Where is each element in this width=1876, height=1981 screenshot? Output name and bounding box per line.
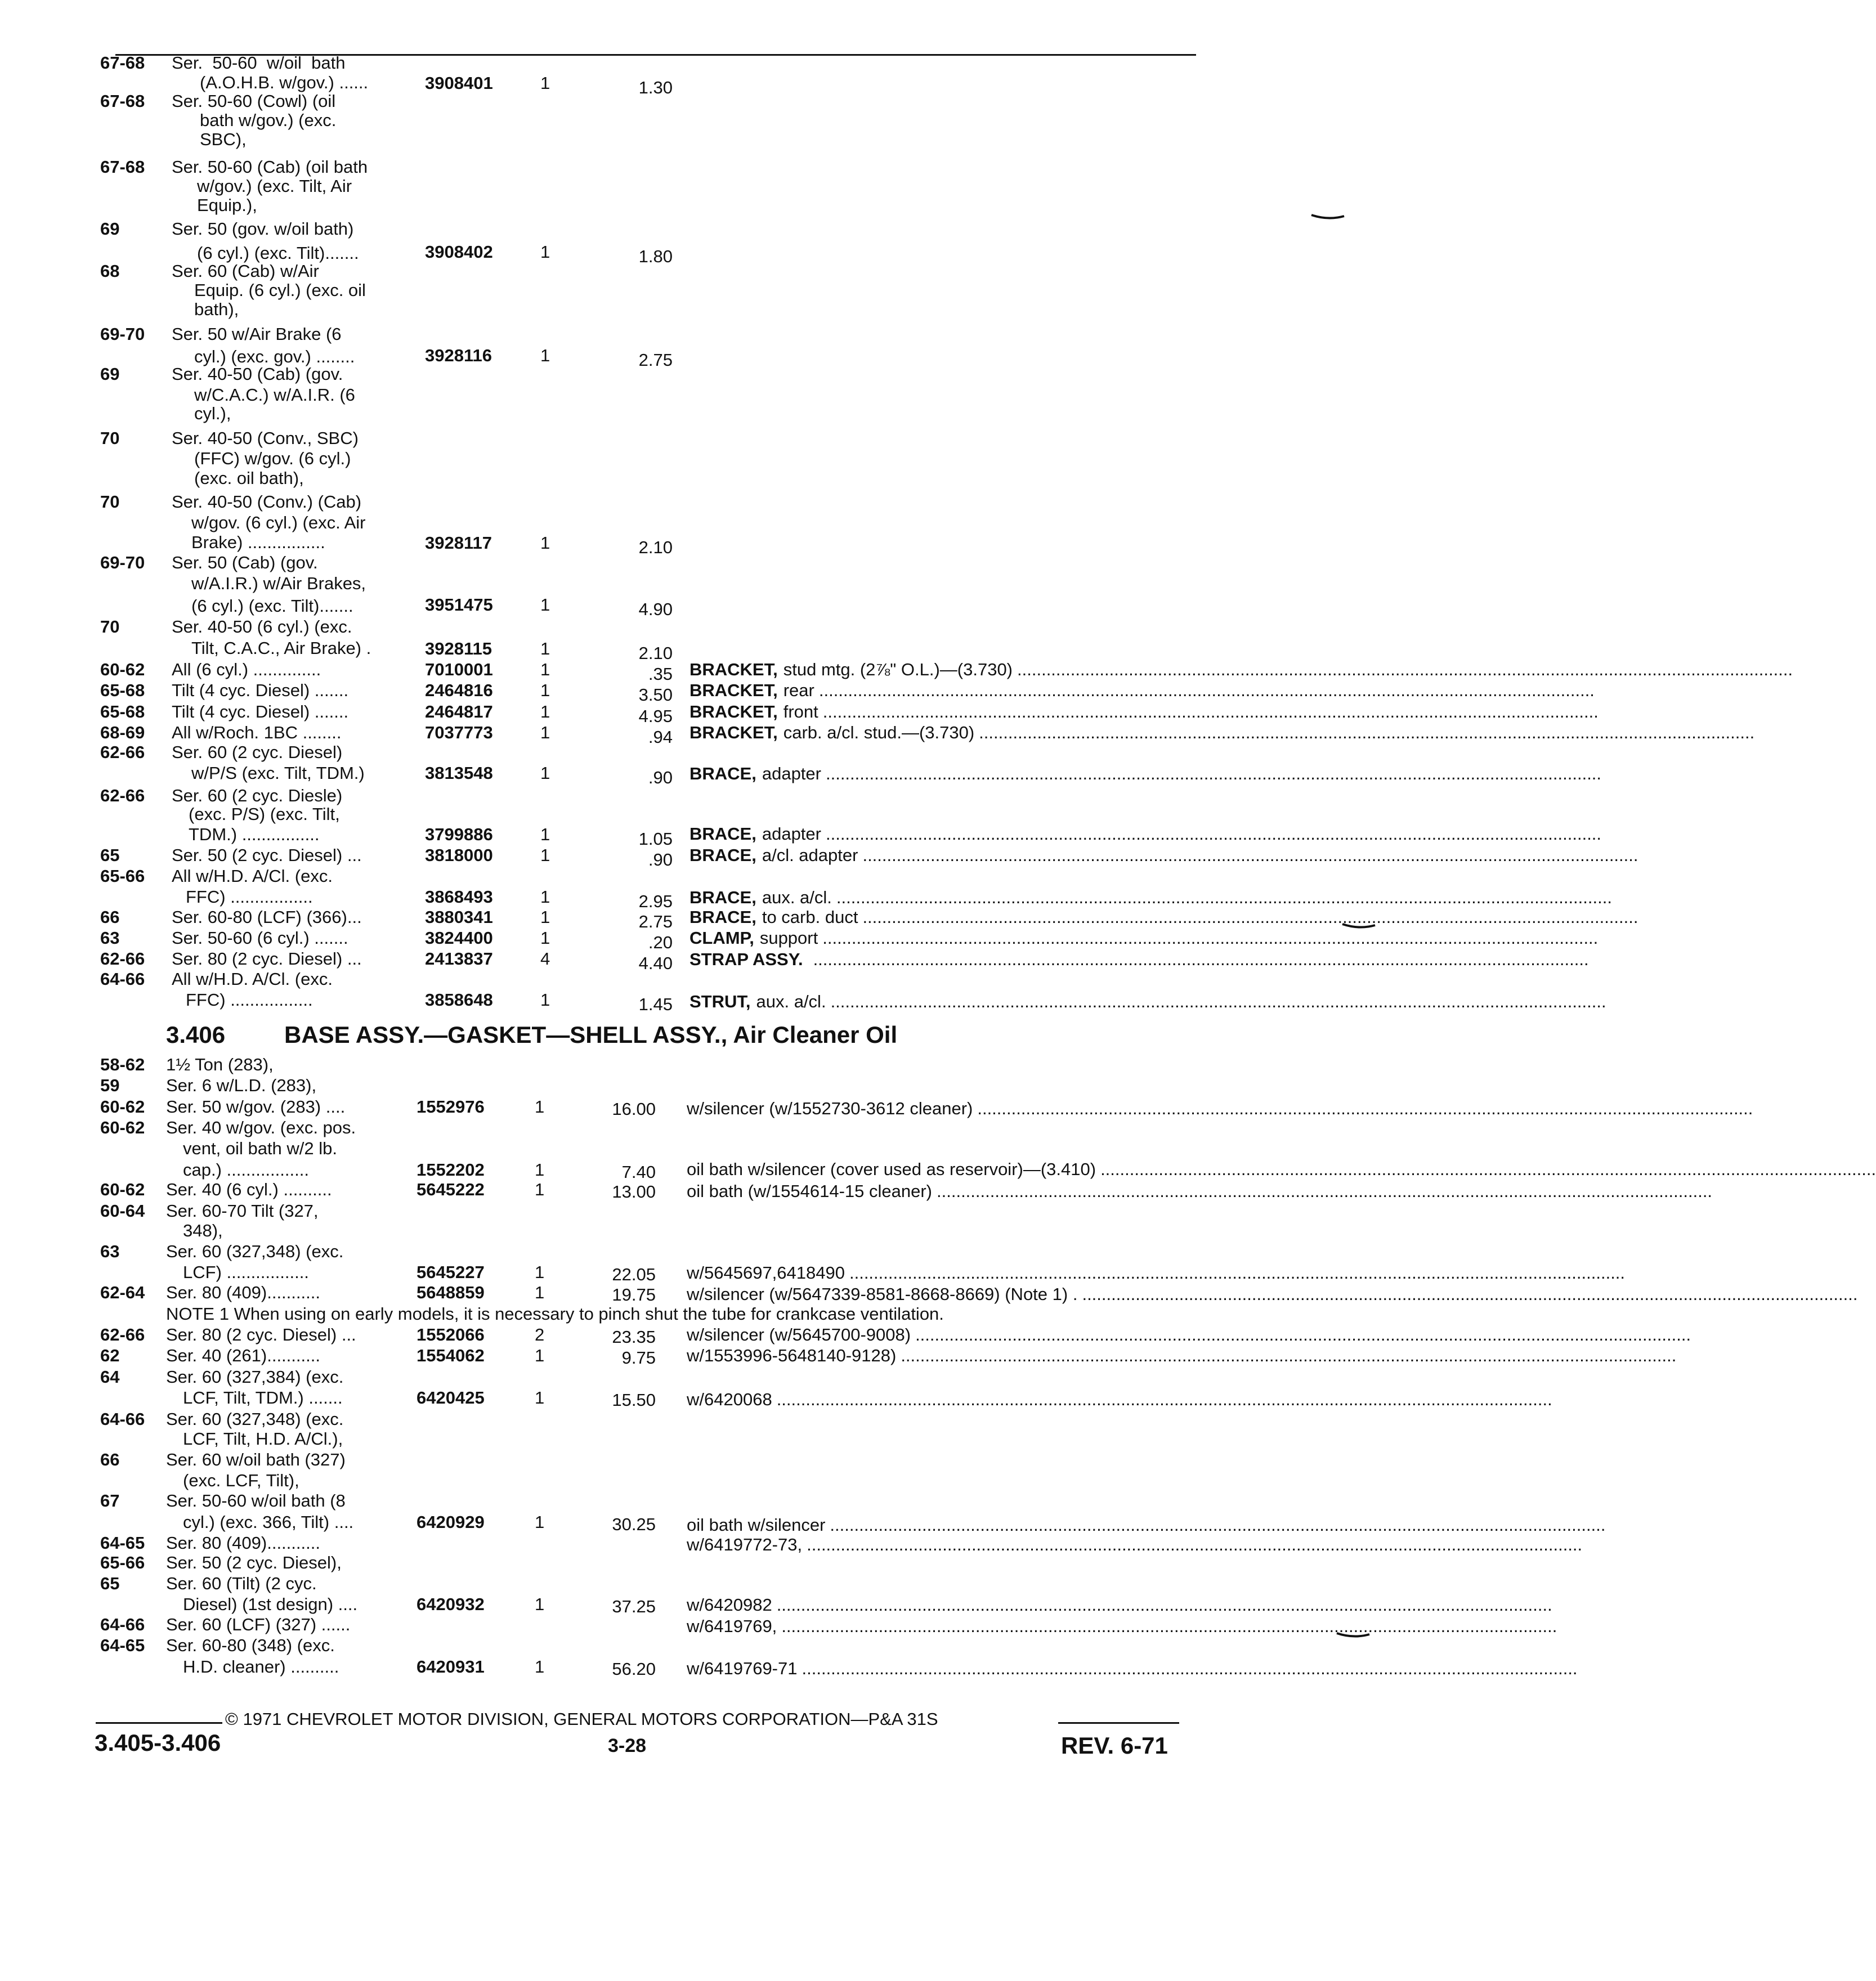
application-description: Ser. 50-60 (6 cyl.) ....... <box>172 928 348 948</box>
application-description: 348), <box>183 1221 223 1240</box>
model-year: 58-62 <box>100 1055 145 1074</box>
part-number: 2464816 <box>425 680 493 700</box>
item-description: w/5645697,6418490 <box>687 1263 845 1283</box>
part-number: 3868493 <box>425 887 493 907</box>
application-description: w/A.I.R.) w/Air Brakes, <box>191 573 366 593</box>
application-description: Ser. 80 (409)........... <box>166 1283 320 1302</box>
part-number: 3928115 <box>425 639 492 658</box>
price: 4.90 <box>638 599 673 619</box>
price: 9.75 <box>621 1348 656 1368</box>
price: 1.30 <box>638 78 673 97</box>
application-description: bath w/gov.) (exc. <box>200 110 337 130</box>
part-number: 2464817 <box>425 702 493 721</box>
application-description: cyl.) (exc. 366, Tilt) .... <box>183 1512 354 1532</box>
leader-dots: ................................................................................................................................................................ <box>825 764 1602 783</box>
application-description: Ser. 60 (2 cyc. Diesle) <box>172 786 343 805</box>
item-name: BRACE, <box>689 845 756 865</box>
part-number: 3858648 <box>425 990 493 1010</box>
part-number: 7010001 <box>425 660 493 679</box>
quantity: 1 <box>540 990 550 1010</box>
model-year: 64-66 <box>100 969 145 989</box>
item-description: rear <box>783 680 814 700</box>
quantity: 1 <box>540 680 550 700</box>
part-number: 3880341 <box>425 907 493 927</box>
price: 1.05 <box>638 829 673 849</box>
model-year: 65-66 <box>100 866 145 886</box>
item-name: STRAP ASSY. <box>689 949 803 969</box>
model-year: 60-62 <box>100 1180 145 1199</box>
application-description: Ser. 50-60 w/oil bath <box>172 53 346 73</box>
model-year: 64-65 <box>100 1533 145 1553</box>
model-year: 60-62 <box>100 660 145 679</box>
leader-dots: ................................................................................................................................................................ <box>776 1595 1552 1615</box>
price: .94 <box>648 727 673 747</box>
application-description: All w/H.D. A/Cl. (exc. <box>172 866 333 886</box>
quantity: 1 <box>540 242 550 262</box>
item-description: to carb. duct <box>762 907 858 927</box>
price: 7.40 <box>621 1162 656 1182</box>
item-description: carb. a/cl. stud.—(3.730) <box>783 723 975 742</box>
leader-dots: ................................................................................................................................................................ <box>901 1346 1677 1365</box>
price: 23.35 <box>612 1327 656 1347</box>
item-name: BRACKET, <box>689 660 778 679</box>
application-description: Ser. 50 (2 cyc. Diesel), <box>166 1553 342 1572</box>
application-description: Ser. 40-50 (Cab) (gov. <box>172 364 343 384</box>
quantity: 1 <box>535 1388 545 1408</box>
model-year: 64 <box>100 1367 120 1387</box>
item-description: stud mtg. (2⅞" O.L.)—(3.730) <box>783 660 1013 679</box>
quantity: 1 <box>535 1512 545 1532</box>
application-description: (exc. P/S) (exc. Tilt, <box>189 804 340 824</box>
application-description: Ser. 40-50 (Conv.) (Cab) <box>172 492 362 512</box>
price: .90 <box>648 768 673 787</box>
item-name: BRACKET, <box>689 702 778 721</box>
price: .90 <box>648 850 673 870</box>
leader-dots: ................................................................................................................................................................ <box>830 1515 1606 1535</box>
item-name: BRACE, <box>689 824 756 844</box>
leader-dots: ................................................................................................................................................................ <box>825 824 1602 844</box>
part-number: 3951475 <box>425 595 493 615</box>
quantity: 1 <box>535 1097 545 1117</box>
application-description: bath), <box>194 299 239 319</box>
model-year: 67 <box>100 1491 120 1511</box>
quantity: 1 <box>535 1180 545 1199</box>
price: 15.50 <box>612 1390 656 1410</box>
item-name: BRACE, <box>689 888 756 907</box>
footer-revision: REV. 6-71 <box>1061 1732 1168 1759</box>
leader-dots: ................................................................................................................................................................ <box>1017 660 1793 679</box>
part-number: 3908401 <box>425 73 493 93</box>
item-description: w/1553996-5648140-9128) <box>687 1346 897 1365</box>
application-description: Ser. 40 (261)........... <box>166 1346 320 1365</box>
item-description: w/6420982 <box>687 1595 772 1615</box>
price: 19.75 <box>612 1285 656 1305</box>
margin-mark-2 <box>1342 923 1375 930</box>
item-description: support <box>759 928 818 948</box>
application-description: NOTE 1 When using on early models, it is necessary to pinch shut the tube for crankcase ventilation. <box>166 1304 944 1324</box>
quantity: 1 <box>535 1262 545 1282</box>
item-description: w/6419772-73, <box>687 1535 803 1554</box>
quantity: 1 <box>540 763 550 783</box>
part-number: 3824400 <box>425 928 493 948</box>
quantity: 1 <box>540 346 550 365</box>
model-year: 62-66 <box>100 949 145 969</box>
application-description: Ser. 40 (6 cyl.) .......... <box>166 1180 332 1199</box>
application-description: Ser. 60 (327,384) (exc. <box>166 1367 344 1387</box>
price: .20 <box>648 933 673 952</box>
quantity: 1 <box>540 887 550 907</box>
part-number: 3908402 <box>425 242 493 262</box>
leader-dots: ................................................................................................................................................................ <box>807 1535 1583 1554</box>
application-description: All w/H.D. A/Cl. (exc. <box>172 969 333 989</box>
item-description: aux. a/cl. <box>762 888 832 907</box>
model-year: 67-68 <box>100 157 145 177</box>
application-description: (FFC) w/gov. (6 cyl.) <box>194 449 351 468</box>
price: 3.50 <box>638 685 673 705</box>
model-year: 69-70 <box>100 324 145 344</box>
model-year: 62-66 <box>100 786 145 805</box>
item-description: w/6419769, <box>687 1616 777 1636</box>
quantity: 1 <box>540 639 550 658</box>
section-number: 3.406 <box>166 1021 226 1048</box>
item-description: a/cl. adapter <box>762 845 858 865</box>
model-year: 70 <box>100 428 120 448</box>
model-year: 69 <box>100 219 120 239</box>
application-description: 1½ Ton (283), <box>166 1055 274 1074</box>
model-year: 63 <box>100 1242 120 1261</box>
model-year: 60-62 <box>100 1097 145 1117</box>
model-year: 66 <box>100 1450 120 1469</box>
model-year: 69 <box>100 364 120 384</box>
application-description: Diesel) (1st design) .... <box>183 1594 358 1614</box>
price: 4.95 <box>638 706 673 726</box>
quantity: 1 <box>540 595 550 615</box>
model-year: 64-65 <box>100 1635 145 1655</box>
application-description: Ser. 40 w/gov. (exc. pos. <box>166 1118 356 1137</box>
model-year: 65-66 <box>100 1553 145 1572</box>
item-description: adapter <box>762 824 821 844</box>
item-description: oil bath w/silencer <box>687 1515 826 1535</box>
price: 2.75 <box>638 350 673 370</box>
item-description: w/silencer (w/5647339-8581-8668-8669) (Note 1) . <box>687 1284 1078 1304</box>
quantity: 4 <box>540 949 550 969</box>
leader-dots: ................................................................................................................................................................ <box>979 723 1755 742</box>
part-number: 1552066 <box>417 1325 485 1344</box>
model-year: 68 <box>100 261 120 281</box>
quantity: 1 <box>540 907 550 927</box>
leader-dots: ................................................................................................................................................................ <box>1082 1284 1858 1304</box>
application-description: LCF) ................. <box>183 1262 309 1282</box>
price: 4.40 <box>638 953 673 973</box>
footer-rule-left <box>96 1722 222 1724</box>
model-year: 68-69 <box>100 723 145 742</box>
application-description: FFC) ................. <box>186 990 313 1010</box>
quantity: 1 <box>535 1283 545 1302</box>
model-year: 67-68 <box>100 91 145 111</box>
part-number: 6420932 <box>417 1594 485 1614</box>
footer-rule-right <box>1058 1722 1179 1724</box>
item-name: STRUT, <box>689 992 751 1011</box>
price: 2.75 <box>638 912 673 931</box>
model-year: 62 <box>100 1346 120 1365</box>
application-description: w/gov.) (exc. Tilt, Air <box>197 176 352 196</box>
part-number: 1552202 <box>417 1160 485 1180</box>
application-description: All (6 cyl.) .............. <box>172 660 321 679</box>
application-description: Ser. 60-70 Tilt (327, <box>166 1201 319 1221</box>
application-description: (6 cyl.) (exc. Tilt)....... <box>191 596 353 616</box>
leader-dots: ................................................................................................................................................................ <box>802 1659 1578 1678</box>
price: 2.10 <box>638 643 673 663</box>
part-number: 3928117 <box>425 533 492 553</box>
application-description: Ser. 80 (409)........... <box>166 1533 320 1553</box>
part-number: 6420931 <box>417 1657 485 1677</box>
application-description: Ser. 60 (Cab) w/Air <box>172 261 319 281</box>
leader-dots: ................................................................................................................................................................ <box>977 1099 1753 1118</box>
price: .35 <box>648 664 673 684</box>
application-description: All w/Roch. 1BC ........ <box>172 723 342 742</box>
model-year: 65 <box>100 1574 120 1593</box>
item-description: w/6419769-71 <box>687 1659 798 1678</box>
price: 2.10 <box>638 537 673 557</box>
application-description: (exc. LCF, Tilt), <box>183 1471 299 1490</box>
application-description: Ser. 40-50 (Conv., SBC) <box>172 428 359 448</box>
price: 37.25 <box>612 1597 656 1616</box>
application-description: Ser. 50-60 w/oil bath (8 <box>166 1491 346 1511</box>
application-description: Tilt, C.A.C., Air Brake) . <box>191 638 371 658</box>
part-number: 1554062 <box>417 1346 485 1365</box>
application-description: (6 cyl.) (exc. Tilt)....... <box>197 243 359 263</box>
part-number: 3818000 <box>425 845 493 865</box>
application-description: LCF, Tilt, H.D. A/Cl.), <box>183 1429 343 1449</box>
quantity: 1 <box>540 845 550 865</box>
part-number: 2413837 <box>425 949 493 969</box>
item-description: w/6420068 <box>687 1390 772 1409</box>
model-year: 64-66 <box>100 1615 145 1634</box>
application-description: Ser. 60 (2 cyc. Diesel) <box>172 742 343 762</box>
quantity: 1 <box>540 73 550 93</box>
model-year: 62-64 <box>100 1283 145 1302</box>
application-description: Ser. 60-80 (348) (exc. <box>166 1635 335 1655</box>
leader-dots: ................................................................................................................................................................ <box>776 1390 1552 1409</box>
application-description: Tilt (4 cyc. Diesel) ....... <box>172 680 349 700</box>
leader-dots: ................................................................................................................................................................ <box>937 1181 1713 1201</box>
item-name: CLAMP, <box>689 928 754 948</box>
footer-copyright: © 1971 CHEVROLET MOTOR DIVISION, GENERAL MOTORS CORPORATION—P&A 31S <box>225 1709 938 1729</box>
item-description: aux. a/cl. <box>756 992 826 1011</box>
application-description: Tilt (4 cyc. Diesel) ....... <box>172 702 349 721</box>
leader-dots: ................................................................................................................................................................ <box>862 845 1638 865</box>
model-year: 63 <box>100 928 120 948</box>
application-description: Ser. 80 (2 cyc. Diesel) ... <box>166 1325 356 1344</box>
leader-dots: ................................................................................................................................................................ <box>781 1616 1557 1636</box>
margin-mark-3 <box>1337 1632 1369 1639</box>
item-description: front <box>783 702 818 721</box>
item-description: w/silencer (w/5645700-9008) <box>687 1325 911 1344</box>
item-name: BRACE, <box>689 764 756 783</box>
application-description: Ser. 50 w/gov. (283) .... <box>166 1097 346 1117</box>
leader-dots: ................................................................................................................................................................ <box>822 702 1599 721</box>
application-description: Ser. 80 (2 cyc. Diesel) ... <box>172 949 362 969</box>
quantity: 1 <box>540 533 550 553</box>
price: 2.95 <box>638 891 673 911</box>
application-description: Ser. 40-50 (6 cyl.) (exc. <box>172 617 352 637</box>
application-description: cyl.) (exc. gov.) ........ <box>194 347 355 366</box>
footer-section-range: 3.405-3.406 <box>95 1729 221 1756</box>
price: 13.00 <box>612 1182 656 1202</box>
application-description: Brake) ................ <box>191 532 325 552</box>
quantity: 1 <box>540 723 550 742</box>
application-description: Ser. 50 (gov. w/oil bath) <box>172 219 354 239</box>
model-year: 65-68 <box>100 680 145 700</box>
model-year: 62-66 <box>100 1325 145 1344</box>
application-description: (A.O.H.B. w/gov.) ...... <box>200 73 369 92</box>
part-number: 3813548 <box>425 763 493 783</box>
quantity: 2 <box>535 1325 545 1344</box>
item-description: w/silencer (w/1552730-3612 cleaner) <box>687 1099 973 1118</box>
model-year: 64-66 <box>100 1409 145 1429</box>
application-description: Ser. 60 (Tilt) (2 cyc. <box>166 1574 317 1593</box>
application-description: Ser. 60-80 (LCF) (366)... <box>172 907 362 927</box>
quantity: 1 <box>535 1346 545 1365</box>
application-description: vent, oil bath w/2 lb. <box>183 1139 337 1158</box>
leader-dots: ................................................................................................................................................................ <box>1100 1159 1876 1179</box>
application-description: Ser. 60 (327,348) (exc. <box>166 1242 344 1261</box>
model-year: 60-64 <box>100 1201 145 1221</box>
price: 16.00 <box>612 1099 656 1119</box>
item-name: BRACE, <box>689 907 756 927</box>
price: 56.20 <box>612 1659 656 1679</box>
application-description: FFC) ................. <box>186 887 313 907</box>
model-year: 62-66 <box>100 742 145 762</box>
leader-dots: ................................................................................................................................................................ <box>915 1325 1691 1344</box>
price: 22.05 <box>612 1265 656 1284</box>
application-description: Ser. 60 w/oil bath (327) <box>166 1450 346 1469</box>
model-year: 70 <box>100 617 120 637</box>
application-description: cap.) ................. <box>183 1160 309 1180</box>
leader-dots: ................................................................................................................................................................ <box>862 907 1638 927</box>
part-number: 7037773 <box>425 723 493 742</box>
quantity: 1 <box>535 1594 545 1614</box>
application-description: H.D. cleaner) .......... <box>183 1657 339 1677</box>
quantity: 1 <box>540 702 550 721</box>
model-year: 60-62 <box>100 1118 145 1137</box>
application-description: Ser. 6 w/L.D. (283), <box>166 1075 317 1095</box>
application-description: Ser. 50 (2 cyc. Diesel) ... <box>172 845 362 865</box>
item-description: oil bath (w/1554614-15 cleaner) <box>687 1181 932 1201</box>
application-description: Equip. (6 cyl.) (exc. oil <box>194 280 366 300</box>
leader-dots: ................................................................................................................................................................ <box>822 928 1599 948</box>
model-year: 70 <box>100 492 120 512</box>
part-number: 3799886 <box>425 824 493 844</box>
part-number: 5645222 <box>417 1180 485 1199</box>
quantity: 1 <box>535 1160 545 1180</box>
model-year: 59 <box>100 1075 120 1095</box>
leader-dots: ................................................................................................................................................................ <box>830 992 1606 1011</box>
price: 1.45 <box>638 994 673 1014</box>
quantity: 1 <box>540 660 550 679</box>
leader-dots: ................................................................................................................................................................ <box>836 888 1612 907</box>
section-title: BASE ASSY.—GASKET—SHELL ASSY., Air Cleaner Oil <box>284 1021 898 1048</box>
part-number: 5645227 <box>417 1262 485 1282</box>
part-number: 3928116 <box>425 346 492 365</box>
leader-dots: ................................................................................................................................................................ <box>813 949 1589 969</box>
application-description: Ser. 50 w/Air Brake (6 <box>172 324 342 344</box>
application-description: Ser. 60 (327,348) (exc. <box>166 1409 344 1429</box>
part-number: 6420929 <box>417 1512 485 1532</box>
quantity: 1 <box>540 824 550 844</box>
quantity: 1 <box>540 928 550 948</box>
item-name: BRACKET, <box>689 680 778 700</box>
application-description: w/gov. (6 cyl.) (exc. Air <box>191 513 366 532</box>
application-description: Ser. 50-60 (Cowl) (oil <box>172 91 336 111</box>
footer-page-number: 3-28 <box>608 1735 647 1756</box>
quantity: 1 <box>535 1657 545 1677</box>
item-description: oil bath w/silencer (cover used as reservoir)—(3.410) <box>687 1159 1096 1179</box>
model-year: 66 <box>100 907 120 927</box>
application-description: SBC), <box>200 129 247 149</box>
application-description: w/P/S (exc. Tilt, TDM.) <box>191 763 365 783</box>
model-year: 65 <box>100 845 120 865</box>
price: 1.80 <box>638 246 673 266</box>
application-description: Ser. 50-60 (Cab) (oil bath <box>172 157 368 177</box>
model-year: 69-70 <box>100 553 145 572</box>
application-description: Equip.), <box>197 195 257 215</box>
item-name: BRACKET, <box>689 723 778 742</box>
item-description: adapter <box>762 764 821 783</box>
model-year: 67-68 <box>100 53 145 73</box>
leader-dots: ................................................................................................................................................................ <box>849 1263 1626 1283</box>
margin-mark-1 <box>1311 214 1344 221</box>
application-description: w/C.A.C.) w/A.I.R. (6 <box>194 385 355 405</box>
part-number: 1552976 <box>417 1097 485 1117</box>
application-description: LCF, Tilt, TDM.) ....... <box>183 1388 343 1408</box>
price: 30.25 <box>612 1514 656 1534</box>
leader-dots: ................................................................................................................................................................ <box>818 680 1595 700</box>
model-year: 65-68 <box>100 702 145 721</box>
part-number: 5648859 <box>417 1283 485 1302</box>
application-description: Ser. 60 (LCF) (327) ...... <box>166 1615 351 1634</box>
application-description: cyl.), <box>194 404 231 423</box>
application-description: Ser. 50 (Cab) (gov. <box>172 553 318 572</box>
application-description: TDM.) ................ <box>189 824 320 844</box>
application-description: (exc. oil bath), <box>194 468 304 488</box>
part-number: 6420425 <box>417 1388 485 1408</box>
